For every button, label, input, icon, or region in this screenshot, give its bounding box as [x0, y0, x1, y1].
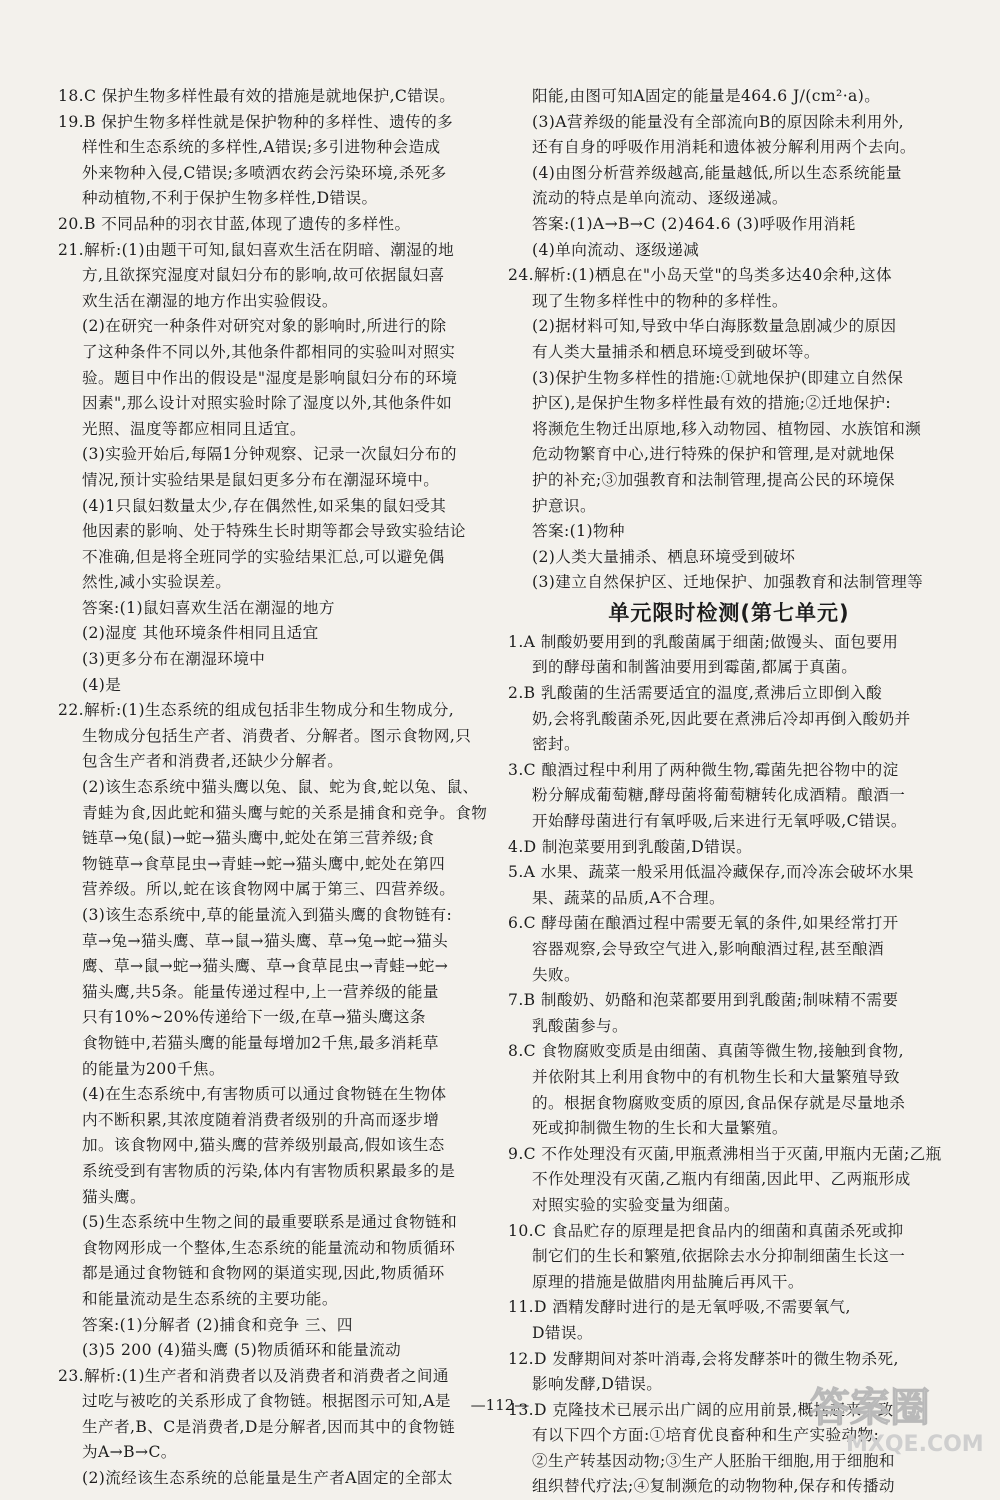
text-line: 青蛙为食,因此蛇和猫头鹰与蛇的关系是捕食和竞争。食物 — [82, 803, 488, 822]
text-line: 生物成分包括生产者、消费者、分解者。图示食物网,只 — [82, 726, 472, 745]
text-line: (4)1只鼠妇数量太少,存在偶然性,如采集的鼠妇受其 — [82, 496, 447, 515]
text-line: 22.解析:(1)生态系统的组成包括非生物成分和生物成分, — [58, 701, 455, 720]
text-line: 猫头鹰。 — [82, 1187, 146, 1206]
text-line: 20.B 不同品种的羽衣甘蓝,体现了遗传的多样性。 — [58, 214, 411, 233]
text-line: 10.C 食品贮存的原理是把食品内的细菌和真菌杀死或抑 — [508, 1221, 904, 1240]
text-line: 内不断积累,其浓度随着消费者级别的升高而逐步增 — [82, 1110, 440, 1129]
text-line: 的。根据食物腐败变质的原因,食品保存就是尽量地杀 — [532, 1093, 906, 1112]
text-line: (2)人类大量捕杀、栖息环境受到破坏 — [532, 547, 796, 566]
text-line: 护的补充;③加强教育和法制管理,提高公民的环境保 — [532, 470, 895, 489]
text-line: 他因素的影响、处于特殊生长时期等都会导致实验结论 — [82, 522, 466, 541]
text-line: 制它们的生长和繁殖,依据除去水分抑制细菌生长这一 — [532, 1247, 906, 1266]
text-line: D错误。 — [532, 1323, 593, 1342]
text-line: 链草→兔(鼠)→蛇→猫头鹰中,蛇处在第三营养级;食 — [82, 829, 435, 848]
text-line: 2.B 乳酸菌的生活需要适宜的温度,煮沸后立即倒入酸 — [508, 684, 883, 703]
right-column — [508, 84, 950, 1500]
text-line: 答案:(1)鼠妇喜欢生活在潮湿的地方 — [82, 598, 335, 617]
text-line: 容器观察,会导致空气进入,影响酿酒过程,甚至酿酒 — [532, 940, 884, 958]
text-line: 7.B 制酸奶、奶酪和泡菜都要用到乳酸菌;制味精不需要 — [508, 991, 899, 1010]
text-line: (2)该生态系统中猫头鹰以兔、鼠、蛇为食,蛇以兔、鼠、 — [82, 778, 479, 797]
text-line: 都是通过食物链和食物网的渠道实现,因此,物质循环 — [82, 1264, 445, 1283]
text-line: 12.D 发酵期间对茶叶消毒,会将发酵茶叶的微生物杀死, — [508, 1349, 899, 1368]
text-line: 奶,会将乳酸菌杀死,因此要在煮沸后冷却再倒入酸奶并 — [532, 709, 911, 728]
text-line: 种动植物,不利于保护生物多样性,D错误。 — [82, 189, 378, 208]
text-line: (2)湿度 其他环境条件相同且适宜 — [82, 624, 319, 643]
text-line: 不准确,但是将全班同学的实验结果汇总,可以避免偶 — [82, 547, 445, 566]
text-line: (3)5 200 (4)猫头鹰 (5)物质循环和能量流动 — [82, 1341, 402, 1360]
text-line: 流动的特点是单向流动、逐级递减。 — [532, 189, 788, 208]
text-line: 鹰、草→鼠→蛇→猫头鹰、草→食草昆虫→青蛙→蛇→ — [82, 957, 449, 976]
text-line: 答案:(1)物种 — [532, 522, 625, 541]
text-line: 光照、温度等都应相同且适宜。 — [82, 419, 306, 438]
text-line: (3)实验开始后,每隔1分钟观察、记录一次鼠妇分布的 — [82, 445, 457, 464]
text-line: 草→兔→猫头鹰、草→鼠→猫头鹰、草→兔→蛇→猫头 — [82, 931, 449, 950]
text-line: 21.解析:(1)由题干可知,鼠妇喜欢生活在阴暗、潮湿的地 — [58, 240, 455, 259]
left-column — [58, 84, 500, 1492]
text-line: 验。题目中作出的假设是"湿度是影响鼠妇分布的环境 — [82, 368, 458, 387]
text-line: 营养级。所以,蛇在该食物网中属于第三、四营养级。 — [82, 880, 456, 899]
text-line: 答案:(1)A→B→C (2)464.6 (3)呼吸作用消耗 — [532, 214, 856, 233]
text-line: 答案:(1)分解者 (2)捕食和竞争 三、四 — [82, 1315, 353, 1334]
text-line: (3)A营养级的能量没有全部流向B的原因除未利用外, — [532, 112, 905, 131]
section-title: 单元限时检测(第七单元) — [608, 600, 850, 625]
text-line: 护意识。 — [532, 496, 596, 515]
text-line: 1.A 制酸奶要用到的乳酸菌属于细菌;做馒头、面包要用 — [508, 632, 899, 651]
unit-test-answers — [508, 630, 950, 1500]
text-line: 还有自身的呼吸作用消耗和遗体被分解利用两个去向。 — [532, 138, 916, 157]
text-line: 13.D 克隆技术已展示出广阔的应用前景,概括起来大致 — [508, 1400, 894, 1419]
text-line: 物链草→食草昆虫→青蛙→蛇→猫头鹰中,蛇处在第四 — [82, 854, 446, 873]
text-line: 失败。 — [532, 965, 580, 984]
text-line: (4)是 — [82, 675, 122, 694]
text-line: 6.C 酵母菌在酿酒过程中需要无氧的条件,如果经常打开 — [508, 914, 899, 933]
text-line: (2)据材料可知,导致中华白海豚数量急剧减少的原因 — [532, 317, 897, 336]
text-line: 19.B 保护生物多样性就是保护物种的多样性、遗传的多 — [58, 112, 454, 131]
text-line: 原理的措施是做腊肉用盐腌后再风干。 — [532, 1272, 804, 1291]
text-line: (3)建立自然保护区、迁地保护、加强教育和法制管理等 — [532, 573, 924, 592]
text-line: 5.A 水果、蔬菜一般采用低温冷藏保存,而冷冻会破坏水果 — [508, 863, 914, 882]
watermark-url: MXQE.COM — [846, 1432, 984, 1457]
text-line: 因素",那么设计对照实验时除了湿度以外,其他条件如 — [82, 394, 453, 413]
text-line: 了这种条件不同以外,其他条件都相同的实验叫对照实 — [82, 342, 456, 361]
text-line: 包含生产者和消费者,还缺少分解者。 — [82, 752, 344, 771]
text-line: 开始酵母菌进行有氧呼吸,后来进行无氧呼吸,C错误。 — [532, 812, 907, 831]
text-line: (2)在研究一种条件对研究对象的影响时,所进行的除 — [82, 317, 447, 336]
text-line: 9.C 不作处理没有灭菌,甲瓶煮沸相当于灭菌,甲瓶内无菌;乙瓶 — [508, 1144, 942, 1163]
text-line: 方,且欲探究湿度对鼠妇分布的影响,故可依据鼠妇喜 — [82, 266, 445, 285]
text-line: 过吃与被吃的关系形成了食物链。根据图示可知,A是 — [82, 1392, 451, 1411]
text-line: 8.C 食物腐败变质是由细菌、真菌等微生物,接触到食物, — [508, 1042, 904, 1061]
text-line: 系统受到有害物质的污染,体内有害物质积累最多的是 — [82, 1161, 456, 1180]
text-line: 情况,预计实验结果是鼠妇更多分布在潮湿环境中。 — [82, 470, 440, 489]
text-line: 生产者,B、C是消费者,D是分解者,因而其中的食物链 — [82, 1417, 456, 1436]
text-line: 乳酸菌参与。 — [532, 1016, 628, 1035]
text-line: 将濒危生物迁出原地,移入动物园、植物园、水族馆和濒 — [532, 419, 922, 438]
text-line: (4)单向流动、逐级递减 — [532, 240, 700, 259]
text-line: 现了生物多样性中的物种的多样性。 — [532, 291, 788, 310]
text-line: 不作处理没有灭菌,乙瓶内有细菌,因此甲、乙两瓶形成 — [532, 1170, 911, 1189]
text-line: (5)生态系统中生物之间的最重要联系是通过食物链和 — [82, 1213, 458, 1232]
text-line: 食物网形成一个整体,生态系统的能量流动和物质循环 — [82, 1238, 456, 1257]
text-line: 并依附其上利用食物中的有机物生长和大量繁殖导致 — [532, 1067, 900, 1086]
text-line: 24.解析:(1)栖息在"小岛天堂"的鸟类多达40余种,这体 — [508, 266, 892, 285]
text-line: 粉分解成葡萄糖,酵母菌将葡萄糖转化成酒精。酿酒一 — [532, 786, 906, 805]
text-line: (2)流经该生态系统的总能量是生产者A固定的全部太 — [82, 1469, 453, 1488]
text-line: 有以下四个方面:①培育优良畜种和生产实验动物; — [532, 1426, 880, 1445]
text-line: 阳能,由图可知A固定的能量是464.6 J/(cm²·a)。 — [532, 87, 881, 105]
text-line: (3)该生态系统中,草的能量流入到猫头鹰的食物链有: — [82, 906, 453, 924]
text-line: 欢生活在潮湿的地方作出实验假设。 — [82, 291, 338, 310]
text-line: 危动物繁育中心,进行特殊的保护和管理,是对就地保 — [532, 445, 895, 464]
text-line: 18.C 保护生物多样性最有效的措施是就地保护,C错误。 — [58, 87, 456, 105]
text-line: 加。该食物网中,猫头鹰的营养级别最高,假如该生态 — [82, 1136, 445, 1155]
text-line: 猫头鹰,共5条。能量传递过程中,上一营养级的能量 — [82, 982, 439, 1001]
page-number: —112— — [470, 1396, 530, 1414]
text-line: 样性和生态系统的多样性,A错误;多引进物种会造成 — [82, 138, 441, 157]
text-line: ②生产转基因动物;③生产人胚胎干细胞,用于细胞和 — [532, 1451, 895, 1470]
text-line: 食物链中,若猫头鹰的能量每增加2千焦,最多消耗草 — [82, 1033, 439, 1052]
text-line: (3)更多分布在潮湿环境中 — [82, 650, 266, 669]
watermark-logo — [806, 1377, 986, 1457]
text-line: 和能量流动是生态系统的主要功能。 — [82, 1289, 338, 1308]
text-line: 护区),是保护生物多样性最有效的措施;②迁地保护: — [532, 394, 892, 413]
text-line: 3.C 酿酒过程中利用了两种微生物,霉菌先把谷物中的淀 — [508, 760, 899, 779]
text-line: 有人类大量捕杀和栖息环境受到破坏等。 — [532, 342, 820, 361]
text-line: 4.D 制泡菜要用到乳酸菌,D错误。 — [508, 837, 753, 856]
text-line: 死或抑制微生物的生长和大量繁殖。 — [532, 1119, 788, 1138]
text-line: 组织替代疗法;④复制濒危的动物物种,保存和传播动 — [532, 1477, 895, 1496]
text-line: 11.D 酒精发酵时进行的是无氧呼吸,不需要氧气, — [508, 1298, 851, 1317]
text-line: 密封。 — [532, 735, 580, 754]
text-line: (4)在生态系统中,有害物质可以通过食物链在生物体 — [82, 1085, 447, 1104]
text-line: 然性,减小实验误差。 — [82, 573, 232, 592]
text-line: (3)保护生物多样性的措施:①就地保护(即建立自然保 — [532, 368, 904, 387]
text-line: (4)由图分析营养级越高,能量越低,所以生态系统能量 — [532, 163, 902, 182]
text-line: 影响发酵,D错误。 — [532, 1375, 663, 1394]
text-line: 到的酵母菌和制酱油要用到霉菌,都属于真菌。 — [532, 658, 858, 677]
text-line: 只有10%~20%传递给下一级,在草→猫头鹰这条 — [82, 1008, 426, 1027]
text-line: 果、蔬菜的品质,A不合理。 — [532, 888, 725, 907]
text-line: 外来物种入侵,C错误;多喷洒农药会污染环境,杀死多 — [82, 163, 447, 182]
text-line: 对照实验的实验变量为细菌。 — [532, 1195, 740, 1214]
text-line: 23.解析:(1)生产者和消费者以及消费者和消费者之间通 — [58, 1366, 449, 1385]
watermark-text: 答案圈 — [810, 1385, 930, 1431]
text-line: 为A→B→C。 — [82, 1443, 177, 1462]
right-column-answers — [508, 84, 950, 596]
text-line: 的能量为200千焦。 — [82, 1059, 225, 1078]
